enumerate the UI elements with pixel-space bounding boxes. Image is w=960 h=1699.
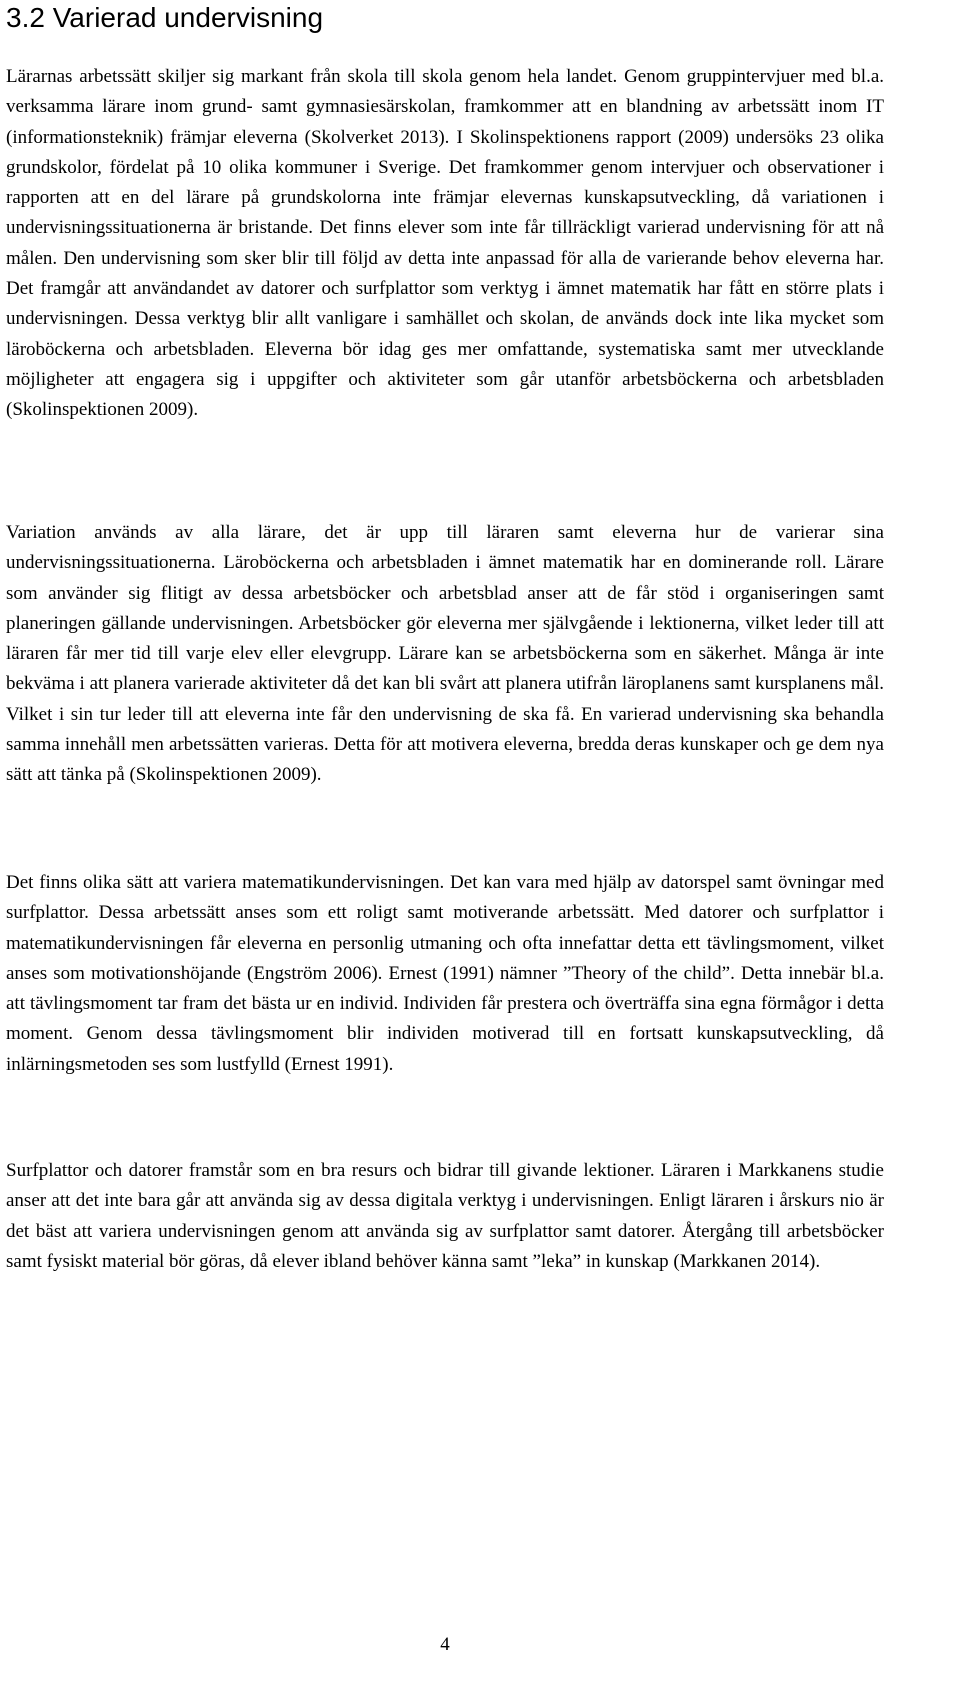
body-paragraph-3: Det finns olika sätt att variera matematikundervisningen. Det kan vara med hjälp av datorspel samt övningar med surfplattor. Dessa arbetssätt anses som ett roligt samt motiverande arbetssätt. Med datorer och surfplattor i matematikundervisningen får eleverna en personlig utmaning och ofta innefattar detta ett tävlingsmoment, vilket anses som motivationshöjande (Engström 2006). Ernest (1991) nämner ”Theory of the child”. Detta innebär bl.a. att tävlingsmoment tar fram det bästa ur en individ. Individen får prestera och överträffa sina egna förmågor i detta moment. Genom dessa tävlingsmoment blir individen motiverad till en fortsatt kunskapsutveckling, då inlärningsmetoden ses som lustfylld (Ernest 1991). bbox=[6, 872, 884, 1075]
body-paragraph-4: Surfplattor och datorer framstår som en bra resurs och bidrar till givande lektioner. Läraren i Markkanens studie anser att det inte bara går att använda sig av dessa digitala verktyg i undervisningen. Enligt läraren i årskurs nio är det bäst att variera undervisningen genom att använda sig av surfplattor samt datorer. Återgång till arbetsböcker samt fysiskt material bör göras, då elever ibland behöver känna samt ”leka” in kunskap (Markkanen 2014). bbox=[6, 1160, 884, 1272]
page-number: 4 bbox=[440, 1634, 450, 1655]
body-paragraph-2: Variation används av alla lärare, det är upp till läraren samt eleverna hur de varierar sina undervisningssituationerna. Läroböckerna och arbetsbladen i ämnet matematik har en dominerande roll. Lärare som använder sig flitigt av dessa arbetsböcker och arbetsblad anser att de får stöd i organiseringen samt planeringen gällande undervisningen. Arbetsböcker gör eleverna mer självgående i lektionerna, vilket leder till att läraren får mer tid till varje elev eller elevgrupp. Lärare kan se arbetsböckerna som en säkerhet. Många är inte bekväma i att planera varierade aktiviteter då det kan bli svårt att planera utifrån läroplanens samt kursplanens mål. Vilket i sin tur leder till att eleverna inte får den undervisning de ska få. En varierad undervisning ska behandla samma innehåll men arbetssätten varieras. Detta för att motivera eleverna, bredda deras kunskaper och ge dem nya sätt att tänka på (Skolinspektionen 2009). bbox=[6, 522, 884, 786]
body-paragraph-1: Lärarnas arbetssätt skiljer sig markant från skola till skola genom hela landet. Genom gruppintervjuer med bl.a. verksamma lärare inom grund- samt gymnasiesärskolan, framkommer att en blandning av arbetssätt inom IT (informationsteknik) främjar eleverna (Skolverket 2013). I Skolinspektionens rapport (2009) undersöks 23 olika grundskolor, fördelat på 10 olika kommuner i Sverige. Det framkommer genom intervjuer och observationer i rapporten att en del lärare på grundskolorna inte främjar elevernas kunskapsutveckling, då variationen i undervisningssituationerna är bristande. Det finns elever som inte får tillräckligt varierad undervisning för att nå målen. Den undervisning som sker blir till följd av detta inte anpassad för alla de varierande behov eleverna har. Det framgår att användandet av datorer och surfplattor som verktyg i ämnet matematik har fått en större plats i undervisningen. Dessa verktyg blir allt vanligare i samhället och skolan, de används dock inte lika mycket som läroböckerna och arbetsbladen. Eleverna bör idag ges mer omfattande, systematiska samt mer utvecklande möjligheter att engagera sig i uppgifter och aktiviteter som går utanför arbetsböckerna och arbetsbladen (Skolinspektionen 2009). bbox=[6, 66, 884, 421]
section-heading: 3.2 Varierad undervisning bbox=[6, 2, 324, 33]
